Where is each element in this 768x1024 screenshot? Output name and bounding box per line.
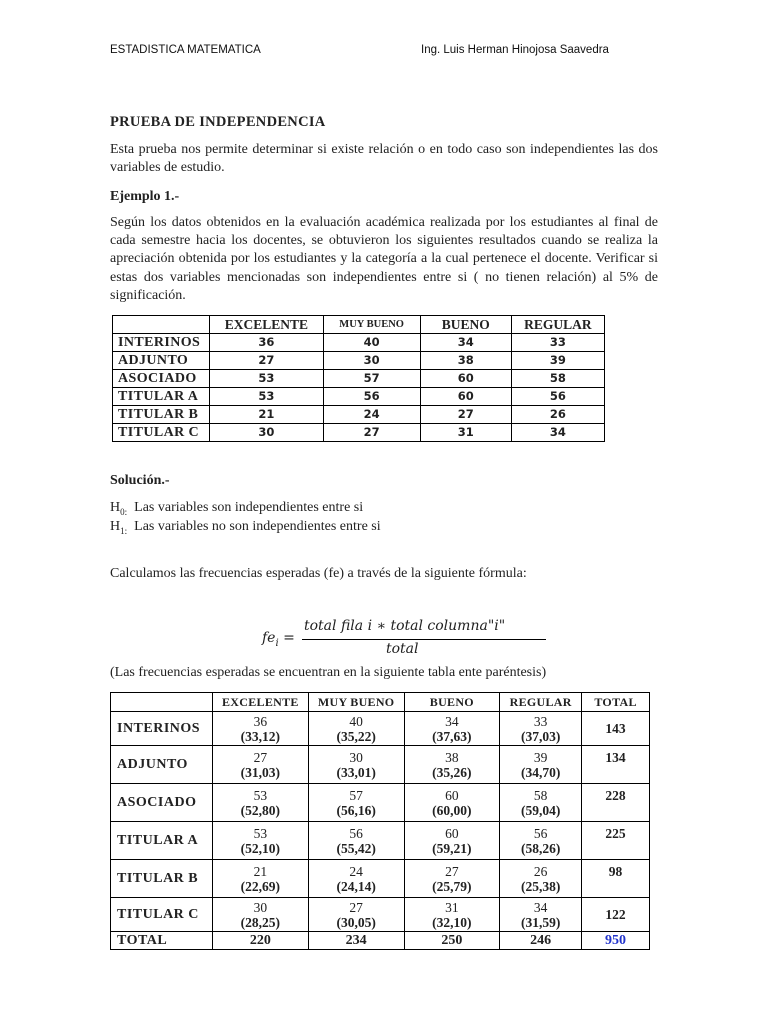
table-cell: 30 [323,352,420,370]
example-heading: Ejemplo 1.- [110,189,180,204]
table-cell: 26 (25,38) [500,860,582,898]
row-label: TITULAR B [111,860,213,898]
observed-table [112,315,605,442]
table-row [113,334,605,352]
formula-denominator: total [386,641,419,657]
column-header: REGULAR [511,316,604,334]
table-row [111,746,650,784]
row-total: 122 [582,898,650,932]
row-label: TITULAR C [113,424,210,442]
table-cell: 38 (35,26) [404,746,500,784]
column-header: MUY BUENO [308,693,404,712]
row-label: ASOCIADO [111,784,213,822]
column-total: 246 [500,932,582,950]
header-author: Ing. Luis Herman Hinojosa Saavedra [421,44,609,56]
hypothesis-symbol: H [110,500,121,515]
table-cell: 57 [323,370,420,388]
table-cell: 33 [511,334,604,352]
table-cell: 56 (55,42) [308,822,404,860]
row-label: INTERINOS [111,712,213,746]
expected-table-header [111,693,650,712]
row-label: ADJUNTO [111,746,213,784]
table-row [111,898,650,932]
solution-heading: Solución.- [110,473,170,488]
hypothesis-text: Las variables no son independientes entre si [134,519,381,534]
column-total: 220 [212,932,308,950]
table-row [111,860,650,898]
column-header: REGULAR [500,693,582,712]
table-cell: 53 (52,80) [212,784,308,822]
corner-cell [113,316,210,334]
table-cell: 27 (30,05) [308,898,404,932]
table-cell: 60 (59,21) [404,822,500,860]
table-cell: 34 [511,424,604,442]
row-label: TITULAR C [111,898,213,932]
header-course-title: ESTADISTICA MATEMATICA [110,44,261,56]
table-cell: 56 [511,388,604,406]
alternative-hypothesis [110,519,381,536]
hypothesis-subscript: 1: [120,525,128,536]
table-cell: 34 (37,63) [404,712,500,746]
formula-lhs: $fe_i$ = [262,630,295,649]
hypothesis-symbol: H [110,519,121,534]
table-cell: 30 [210,424,323,442]
table-cell: 26 [511,406,604,424]
hypothesis-text: Las variables son independientes entre si [134,500,364,515]
row-label: TITULAR A [111,822,213,860]
intro-paragraph: Esta prueba nos permite determinar si existe relación o en todo caso son independientes las dos variables de estudio. [110,142,658,176]
table-cell: 30 (28,25) [212,898,308,932]
table-cell: 24 (24,14) [308,860,404,898]
row-total: 98 [582,860,650,898]
table-cell: 53 [210,370,323,388]
table-cell: 40 (35,22) [308,712,404,746]
table-row [111,784,650,822]
table-cell: 38 [420,352,511,370]
fraction-bar [302,639,546,640]
row-label: TITULAR A [113,388,210,406]
expected-note: (Las frecuencias esperadas se encuentran en la siguiente tabla ente paréntesis) [110,665,547,680]
table-cell: 53 [210,388,323,406]
table-cell: 27 [420,406,511,424]
column-header: BUENO [420,316,511,334]
table-cell: 31 [420,424,511,442]
column-total: 250 [404,932,500,950]
table-cell: 27 (25,79) [404,860,500,898]
table-cell: 34 [420,334,511,352]
table-cell: 31 (32,10) [404,898,500,932]
table-cell: 57 (56,16) [308,784,404,822]
table-cell: 39 (34,70) [500,746,582,784]
table-cell: 21 [210,406,323,424]
page-title: PRUEBA DE INDEPENDENCIA [110,114,326,130]
row-total: 225 [582,822,650,860]
table-cell: 30 (33,01) [308,746,404,784]
column-header: EXCELENTE [210,316,323,334]
table-cell: 58 (59,04) [500,784,582,822]
table-row [113,424,605,442]
row-label: INTERINOS [113,334,210,352]
row-label: TOTAL [111,932,213,950]
table-cell: 56 (58,26) [500,822,582,860]
column-header: EXCELENTE [212,693,308,712]
grand-total: 950 [582,932,650,950]
table-row [113,406,605,424]
table-row [111,822,650,860]
null-hypothesis [110,500,363,517]
calculation-text: Calculamos las frecuencias esperadas (fe) a través de la siguiente fórmula: [110,566,527,581]
row-total: 143 [582,712,650,746]
corner-cell [111,693,213,712]
table-cell: 33 (37,03) [500,712,582,746]
table-cell: 21 (22,69) [212,860,308,898]
table-cell: 60 [420,370,511,388]
table-row [113,352,605,370]
table-cell: 24 [323,406,420,424]
column-header: MUY BUENO [323,316,420,334]
table-cell: 34 (31,59) [500,898,582,932]
column-total: 234 [308,932,404,950]
table-row [113,370,605,388]
table-cell: 58 [511,370,604,388]
row-total: 228 [582,784,650,822]
column-header: BUENO [404,693,500,712]
table-row [113,388,605,406]
table-cell: 53 (52,10) [212,822,308,860]
table-cell: 27 [210,352,323,370]
expected-table [110,692,650,950]
table-cell: 36 (33,12) [212,712,308,746]
example-paragraph: Según los datos obtenidos en la evaluación académica realizada por los estudiantes al final de cada semestre hacia los docentes, se obtuvieron los siguientes resultados cuando se realiza la apreciación obtenida por los estudiantes y la categoría a la cual pertenece el docente. Verificar si estas dos variables mencionadas son independientes entre si ( no tienen relación) al 5% de significación. [110,215,658,303]
observed-table-header [113,316,605,334]
table-cell: 56 [323,388,420,406]
table-cell: 60 [420,388,511,406]
hypothesis-subscript: 0: [120,506,128,517]
row-label: ADJUNTO [113,352,210,370]
row-label: TITULAR B [113,406,210,424]
table-row [111,712,650,746]
column-header: TOTAL [582,693,650,712]
total-row [111,932,650,950]
row-label: ASOCIADO [113,370,210,388]
table-cell: 60 (60,00) [404,784,500,822]
table-cell: 27 [323,424,420,442]
formula-numerator: total fila i ∗ total columna"i" [304,618,506,634]
table-cell: 40 [323,334,420,352]
table-cell: 39 [511,352,604,370]
table-cell: 36 [210,334,323,352]
row-total: 134 [582,746,650,784]
table-cell: 27 (31,03) [212,746,308,784]
